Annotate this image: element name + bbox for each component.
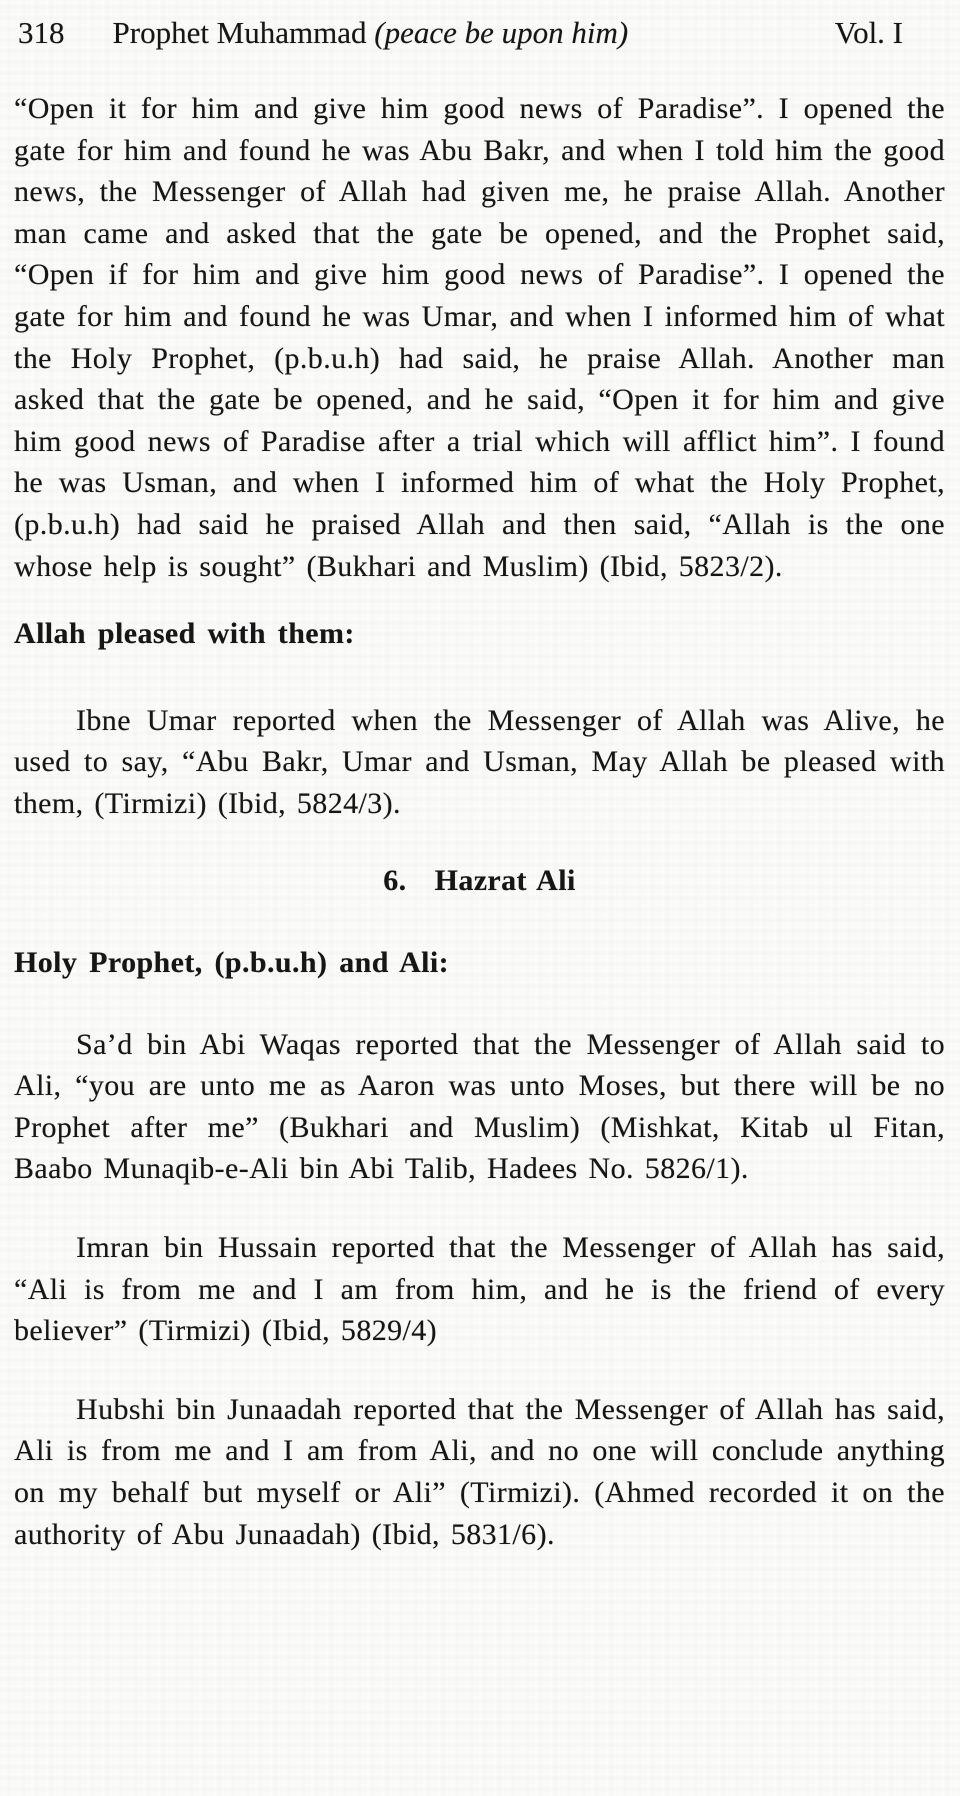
section-heading-hazrat-ali xyxy=(14,860,945,902)
page-number: 318 xyxy=(18,15,65,50)
section-number: 6. xyxy=(383,863,407,897)
paragraph-open-gate-hadith: “Open it for him and give him good news of Paradise”. I opened the gate for him and found he was Abu Bakr, and when I told him the good news, the Messenger of Allah had given me, he praise Allah. Another man came and asked that the gate be opened, and the Prophet said, “Open if for him and give him good news of Paradise”. I opened the gate for him and found he was Umar, and when I informed him of what the Holy Prophet, (p.b.u.h) had said, he praise Allah. Another man asked that the gate be opened, and he said, “Open it for him and give him good news of Paradise after a trial which will afflict him”. I found he was Usman, and when I informed him of what the Holy Prophet, (p.b.u.h) had said he praised Allah and then said, “Allah is the one whose help is sought” (Bukhari and Muslim) (Ibid, 5823/2). xyxy=(14,92,945,583)
volume-label: Vol. I xyxy=(834,15,903,50)
running-title-italic: (peace be upon him) xyxy=(374,15,629,50)
section-title: Hazrat Ali xyxy=(434,863,576,897)
paragraph-imran-bin-hussain-hadith: Imran bin Hussain reported that the Messenger of Allah has said, “Ali is from me and I am from him, and he is the friend of every believer” (Tirmizi) (Ibid, 5829/4) xyxy=(14,1231,945,1348)
page-body xyxy=(14,88,945,1555)
paragraph-ibne-umar-hadith: Ibne Umar reported when the Messenger of Allah was Alive, he used to say, “Abu Bakr, Umar and Usman, May Allah be pleased with them, (Tirmizi) (Ibid, 5824/3). xyxy=(14,703,945,820)
running-title-roman: Prophet Muhammad xyxy=(112,15,375,50)
running-title xyxy=(113,12,629,54)
paragraph-hubshi-bin-junaadah-hadith: Hubshi bin Junaadah reported that the Messenger of Allah has said, Ali is from me and I am from Ali, and no one will conclude anything on my behalf but myself or Ali” (Tirmizi). (Ahmed recorded it on the authority of Abu Junaadah) (Ibid, 5831/6). xyxy=(14,1392,945,1551)
heading-allah-pleased-with-them: Allah pleased with them: xyxy=(14,617,355,651)
paragraph-sad-bin-abi-waqas-hadith: Sa’d bin Abi Waqas reported that the Messenger of Allah said to Ali, “you are unto me as Aaron was unto Moses, but there will be no Prophet after me” (Bukhari and Muslim) (Mishkat, Kitab ul Fitan, Baabo Munaqib-e-Ali bin Abi Talib, Hadees No. 5826/1). xyxy=(14,1027,945,1186)
heading-holy-prophet-and-ali: Holy Prophet, (p.b.u.h) and Ali: xyxy=(14,946,450,980)
page-header xyxy=(0,0,960,54)
